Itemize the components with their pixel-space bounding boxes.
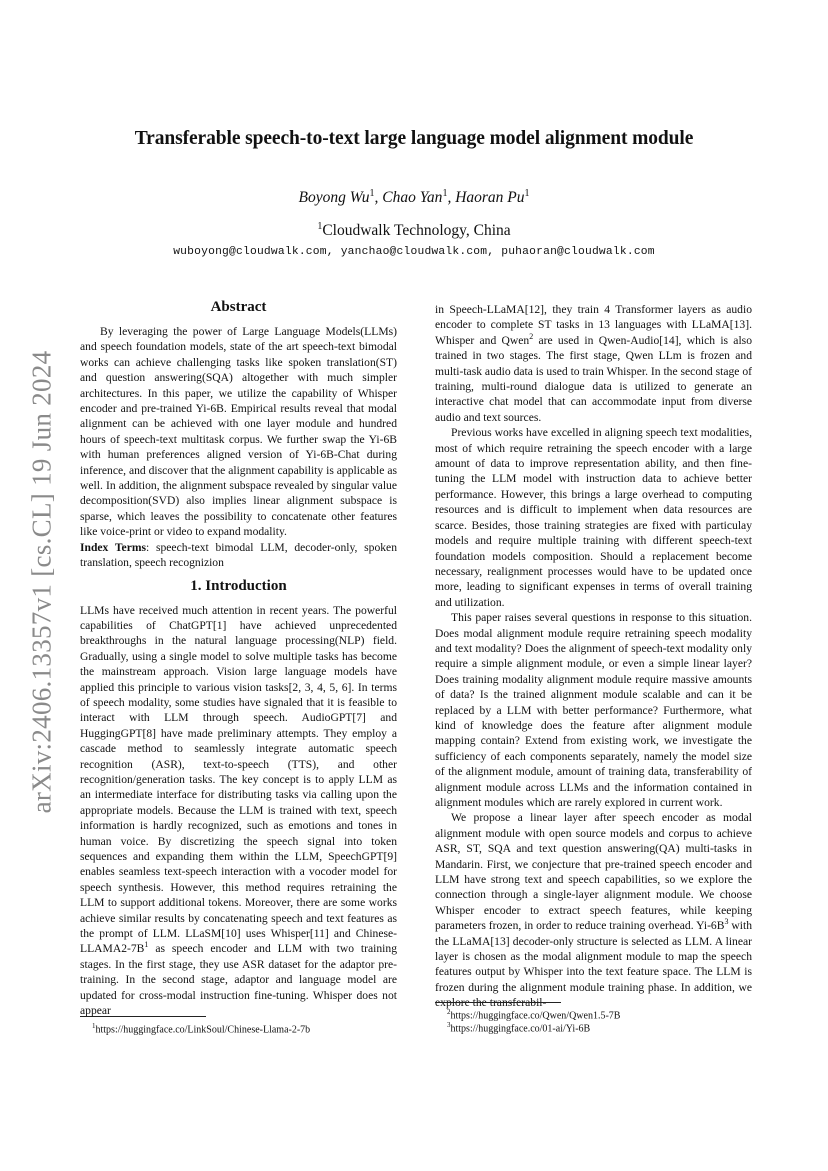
author-affil-marker: 1 [369, 188, 375, 199]
left-column [80, 298, 397, 1018]
affiliation [0, 221, 828, 240]
right-column [435, 302, 752, 1011]
author-list: Boyong Wu$^1$, Chao Yan$^1$, Haoran Pu$^1$ [298, 188, 530, 207]
author-affil-marker: 1 [442, 188, 448, 199]
footnote-number: 1 [92, 1022, 96, 1030]
index-terms-text: : speech-text bimodal LLM, decoder-only, spoken translation, speech recognizion [80, 540, 397, 570]
footnote-marker: 2 [529, 331, 534, 341]
footnote-number: 2 [447, 1008, 451, 1016]
affiliation-name: Cloudwalk Technology, China [322, 222, 511, 240]
index-terms-label: Index Terms [80, 540, 147, 554]
author-name: Haoran Pu [455, 189, 525, 207]
footnote-rule [435, 1002, 561, 1003]
footnote-marker: 1 [144, 940, 149, 950]
footnote-number: 3 [447, 1021, 451, 1029]
intro-paragraph-1-text-cont: as speech encoder and LLM with two training stages. In the first stage, they use ASR dataset for the adaptor pre-training. In the second stage, adaptor and language model are updated for cross-modal instruction fine-tuning. Whisper does not appear [80, 942, 397, 1018]
footnote-link[interactable]: https://huggingface.co/Qwen/Qwen1.5-7B [450, 1010, 621, 1022]
intro-paragraph-1-text: LLMs have received much attention in recent years. The powerful capabilities of ChatGPT[1] have achieved unprecedented breakthroughs in the natural language processing(NLP) field. Gradually, using a single model to solve multiple tasks has become the mainstream approach. Vision large language models have applied this principle to various vision tasks[2, 3, 4, 5, 6]. In terms of speech modality, some studies have signaled that it is feasible to interact with LLM through speech. AudioGPT[7] and HuggingGPT[8] have made preliminary attempts. They employ a cascade method to seamlessly integrate automatic speech recognition (ASR), text-to-speech (TTS), and other recognition/generation tasks. The key concept is to apply LLM as an intermediate interface for distributing tasks via calling upon the appropriate models. Because the LLM is trained with text, speech information is hardly recognized, such as emotions and tones in human voice. By discretizing the speech signal into token sequences and expanding them within the LLM, SpeechGPT[9] enables seamless text-speech interaction with a vocoder model for speech synthesis. However, this method requires retraining the LLM to support additional tokens. Moreover, there are some works achieve similar results by concatenating speech and text features as the prompt of LLM. LLaSM[10] uses Whisper[11] and Chinese-LLAMA2-7B [80, 603, 397, 956]
arxiv-stamp: arXiv:2406.13357v1 [cs.CL] 19 Jun 2024 [26, 350, 57, 814]
footnote-3 [447, 1019, 590, 1035]
author-emails: wuboyong@cloudwalk.com, yanchao@cloudwalk.com, puhaoran@cloudwalk.com [173, 246, 655, 258]
intro-paragraph-1 [80, 603, 397, 1019]
intro-paragraph-3: This paper raises several questions in response to this situation. Does modal alignment module require retraining speech modality and text modality? Does the alignment of speech-text modality only require a simple alignment module, or even a simple linear layer? Does training modality alignment module require massive amounts of data? Is the trained alignment module scalable and can it be replaced by a LLM with better performance? Furthermore, what kind of knowledge does the feature after alignment module mapping contain? Extend from existing work, we investigate the sufficiency of each components separately, namely the model size of the alignment module, amount of training data, transferability of alignment module across LLMs and the information contained in alignment modules which are rarely explored in current work. [435, 611, 752, 809]
intro-paragraph-1-cont-text-b: are used in Qwen-Audio[14], which is also trained in two stages. The first stage, Qwen LLm is frozen and multi-task audio data is used to train Whisper. In the second stage of training, multi-round dialogue data is utilized to generate an interactive chat model that can accommodate input from diverse audio and text sources. [435, 333, 752, 424]
footnote-1 [92, 1020, 310, 1036]
author-affil-marker: 1 [524, 188, 530, 199]
intro-paragraph-1-cont-text: in Speech-LLaMA[12], they train 4 Transformer layers as audio encoder to complete ST tasks in 13 languages with LLaMA[13]. Whisper and Qwen [435, 303, 752, 347]
intro-paragraph-1-continued [435, 302, 752, 425]
paper-title: Transferable speech-to-text large language model alignment module [134, 128, 694, 149]
abstract-heading: Abstract [210, 299, 267, 315]
introduction-heading: 1. Introduction [190, 577, 287, 594]
abstract-body: By leveraging the power of Large Language Models(LLMs) and speech foundation models, state of the art speech-text bimodal works can achieve challenging tasks like spoken translation(ST) and question answering(SQA) altogether with much simpler architectures. In this paper, we utilize the capability of Whisper encoder and pre-trained Yi-6B. Empirical results reveal that modal alignment can be achieved with one layer module and hundred hours of speech-text multitask corpus. We further swap the Yi-6B with human preferences aligned version of Yi-6B-Chat during inference, and discover that the alignment capability is applicable as well. In addition, the alignment subspace revealed by singular value decomposition(SVD) also implies linear alignment subspace is sparse, which leaves the possibility to concatenate other features like voice-print or video to expand modality. [80, 325, 397, 539]
affiliation-marker: 1 [317, 221, 323, 232]
intro-paragraph-2: Previous works have excelled in aligning speech text modalities, most of which require retraining the speech encoder with a large amount of data to improve representation ability, and then fine-tuning the LLM model with instruction data to achieve better performance. However, this brings a large overhead to computing resources and is difficult to implement when data resources are scarce. Besides, those training strategies are fixed with particulay models and require multiple training with different speech-text foundation models composition. Should a replacement become necessary, realignment processes would have to be updated once more, leading to significant expenses in terms of overall training and utilization. [435, 426, 752, 609]
footnote-rule [80, 1016, 206, 1017]
footnote-link[interactable]: https://huggingface.co/01-ai/Yi-6B [450, 1023, 591, 1035]
author-name: Chao Yan [382, 189, 443, 207]
footnote-link[interactable]: https://huggingface.co/LinkSoul/Chinese-Llama-2-7b [95, 1024, 311, 1036]
intro-paragraph-4-text-cont: with the LLaMA[13] decoder-only structure is selected as LLM. A linear layer is chosen as the modal alignment module to map the speech features output by Whisper into the text feature space. The LLM is frozen during the alignment module training phase. In addition, we explore the transferabil- [435, 919, 752, 1010]
index-terms [80, 540, 397, 571]
footnote-marker: 3 [724, 917, 729, 927]
intro-paragraph-4-text: We propose a linear layer after speech encoder as modal alignment module with open source models and corpus to achieve ASR, ST, SQA and text question answering(QA) multi-tasks in Mandarin. First, we conjecture that pre-trained speech encoder and LLM have strong text and speech capabilities, so we explore the connection through a single-layer alignment module. We choose Whisper encoder to extract speech features, while keeping parameters frozen, in order to reduce training overhead. Yi-6B [435, 811, 752, 933]
intro-paragraph-4 [435, 810, 752, 1010]
author-name: Boyong Wu [298, 189, 370, 207]
